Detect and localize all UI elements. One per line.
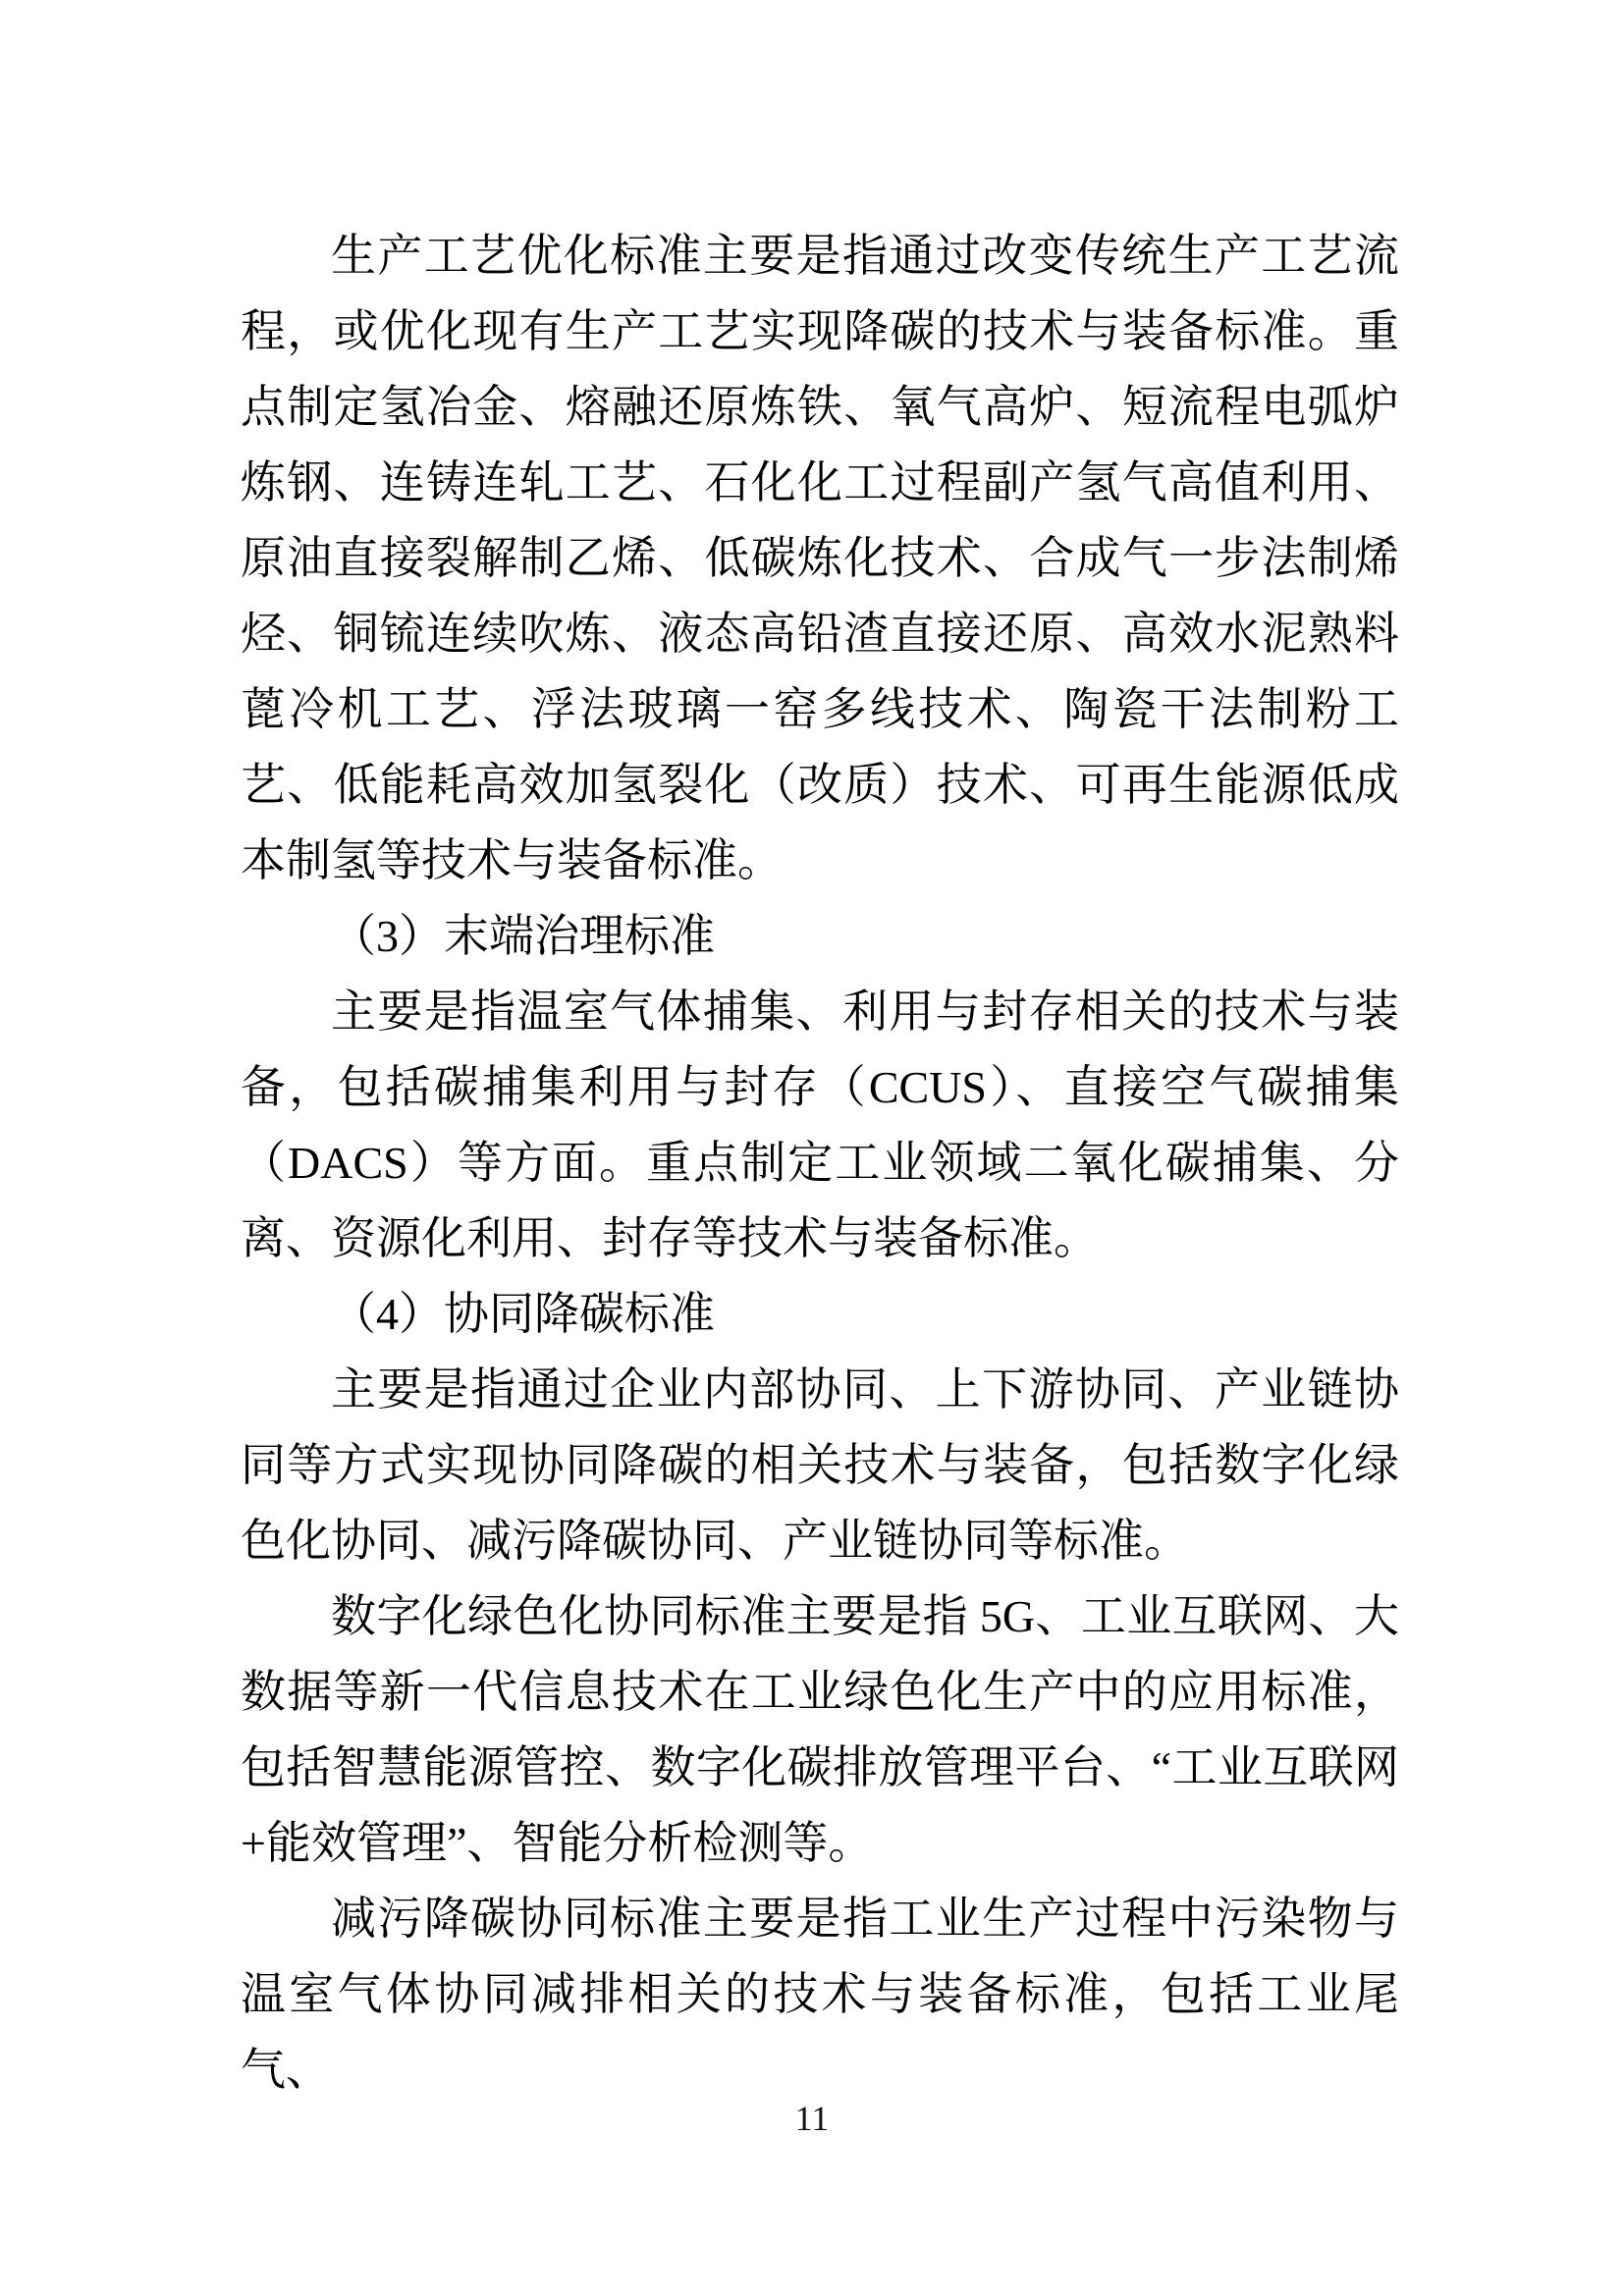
paragraph: （4）协同降碳标准 — [331, 1289, 715, 1339]
paragraph: （3）末端治理标准 — [331, 911, 715, 961]
paragraph: 主要是指通过企业内部协同、上下游协同、产业链协同等方式实现协同降碳的相关技术与装备，包括数字化绿色化协同、减污降碳协同、产业链协同等标准。 — [241, 1364, 1399, 1566]
paragraph: 生产工艺优化标准主要是指通过改变传统生产工艺流程，或优化现有生产工艺实现降碳的技术与装备标准。重点制定氢冶金、熔融还原炼铁、氧气高炉、短流程电弧炉炼钢、连铸连轧工艺、石化化工过程副产氢气高值利用、原油直接裂解制乙烯、低碳炼化技术、合成气一步法制烯烃、铜锍连续吹炼、液态高铅渣直接还原、高效水泥熟料蓖冷机工艺、浮法玻璃一窑多线技术、陶瓷干法制粉工艺、低能耗高效加氢裂化（改质）技术、可再生能源低成本制氢等技术与装备标准。 — [241, 231, 1399, 885]
paragraph: 数字化绿色化协同标准主要是指 5G、工业互联网、大数据等新一代信息技术在工业绿色化生产中的应用标准，包括智慧能源管控、数字化碳排放管理平台、“工业互联网+能效管理”、智能分析检测等。 — [241, 1591, 1399, 1868]
document-body — [241, 218, 1399, 2108]
paragraph: 减污降碳协同标准主要是指工业生产过程中污染物与温室气体协同减排相关的技术与装备标准，包括工业尾气、 — [241, 1894, 1399, 2095]
paragraph: 主要是指温室气体捕集、利用与封存相关的技术与装备，包括碳捕集利用与封存（CCUS）、直接空气碳捕集（DACS）等方面。重点制定工业领域二氧化碳捕集、分离、资源化利用、封存等技术与装备标准。 — [241, 987, 1399, 1263]
page-number: 11 — [794, 2099, 830, 2138]
